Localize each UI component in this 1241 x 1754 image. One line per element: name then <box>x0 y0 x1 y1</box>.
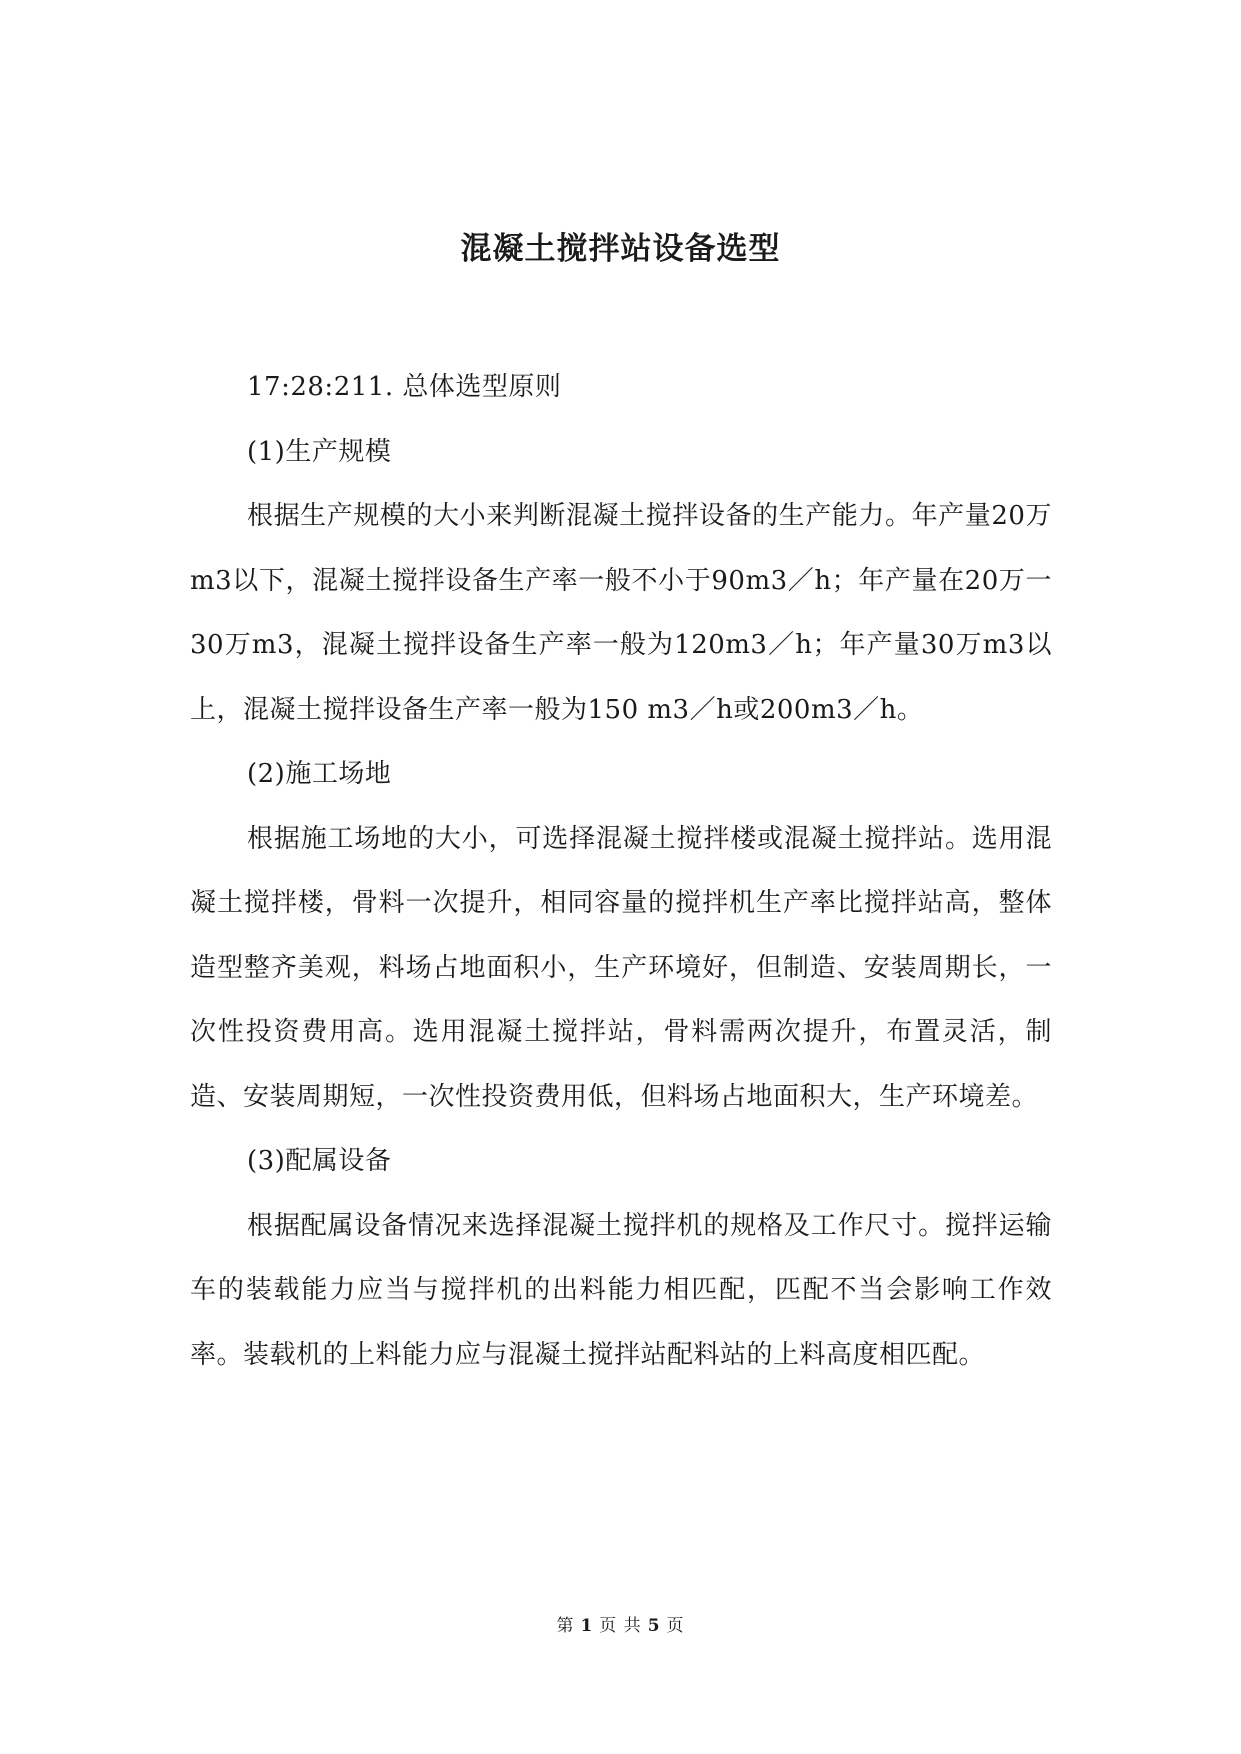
footer-prefix: 第 <box>556 1616 575 1636</box>
body-paragraph: 根据配属设备情况来选择混凝土搅拌机的规格及工作尺寸。搅拌运输车的装载能力应当与搅拌机的出料能力相匹配，匹配不当会影响工作效率。装载机的上料能力应与混凝土搅拌站配料站的上料高度相匹配。 <box>190 1210 1052 1370</box>
section-heading: 17:28:211. 总体选型原则 <box>247 372 562 402</box>
document-body <box>190 355 1052 1387</box>
footer-total-pages: 5 <box>647 1616 661 1636</box>
page-footer <box>0 1614 1241 1638</box>
document-title: 混凝土搅拌站设备选型 <box>460 231 781 267</box>
body-paragraph: 根据施工场地的大小，可选择混凝土搅拌楼或混凝土搅拌站。选用混凝土搅拌楼，骨料一次提升，相同容量的搅拌机生产率比搅拌站高，整体造型整齐美观，料场占地面积小，生产环境好，但制造、安装周期长，一次性投资费用高。选用混凝土搅拌站，骨料需两次提升，布置灵活，制造、安装周期短，一次性投资费用低，但料场占地面积大，生产环境差。 <box>190 823 1052 1112</box>
subsection-heading: (2)施工场地 <box>247 759 392 789</box>
footer-suffix: 页 <box>666 1616 685 1636</box>
footer-current-page: 1 <box>580 1616 594 1636</box>
body-paragraph: 根据生产规模的大小来判断混凝土搅拌设备的生产能力。年产量20万m3以下，混凝土搅拌设备生产率一般不小于90m3／h；年产量在20万一30万m3，混凝土搅拌设备生产率一般为120m3／h；年产量30万m3以上，混凝土搅拌设备生产率一般为150 m3／h或200m3／h。 <box>190 501 1052 725</box>
subsection-heading: (1)生产规模 <box>247 436 392 467</box>
footer-middle: 页 共 <box>599 1616 642 1636</box>
subsection-heading: (3)配属设备 <box>247 1146 392 1176</box>
